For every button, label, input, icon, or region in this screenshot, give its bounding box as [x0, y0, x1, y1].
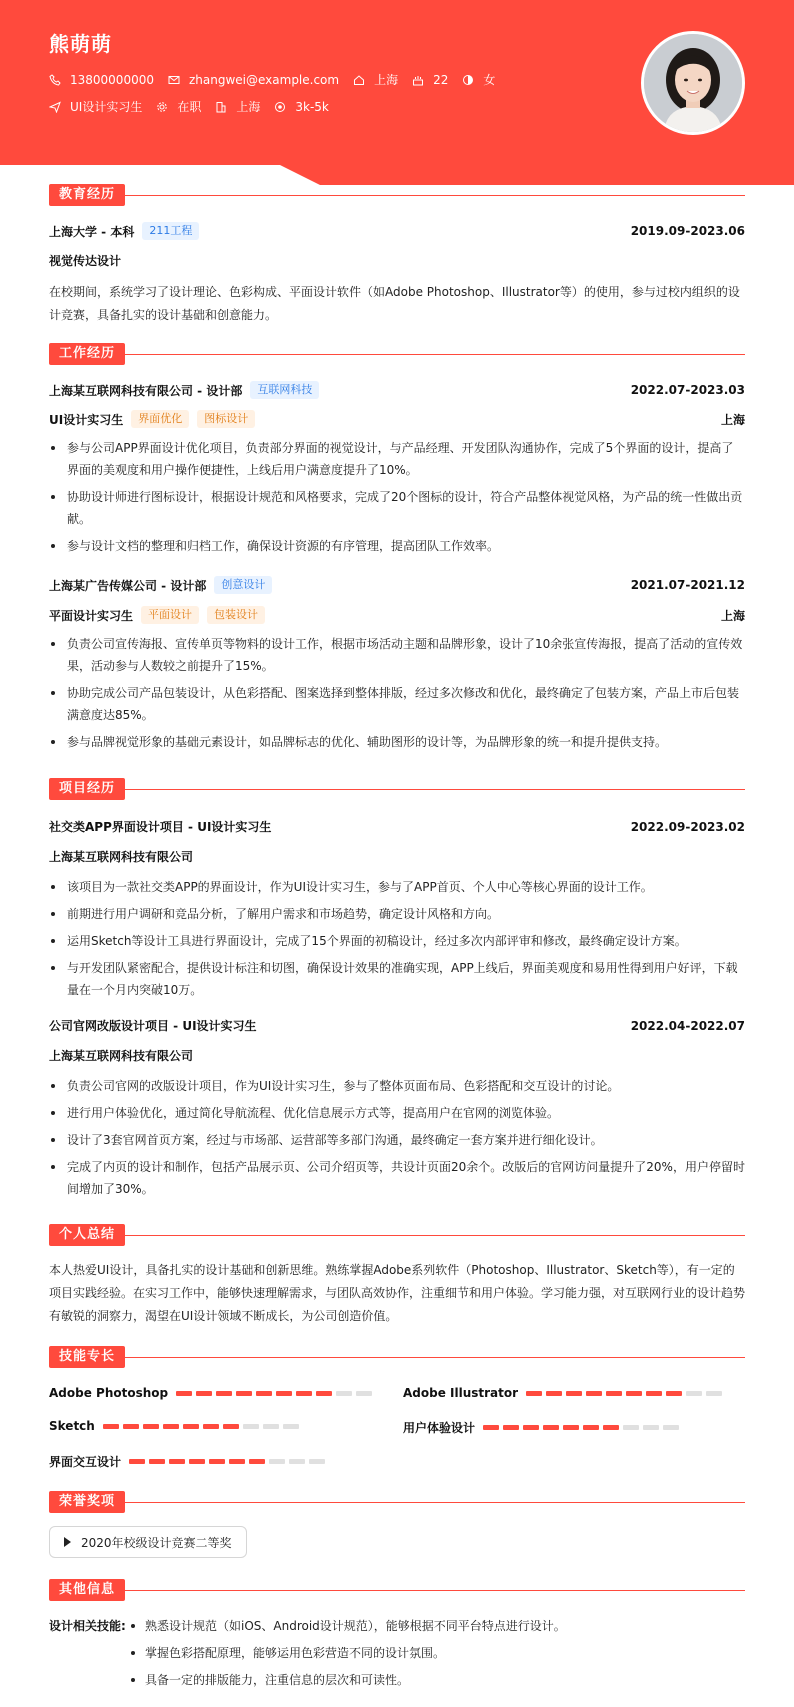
skills-section-title	[49, 1346, 745, 1368]
skill-level-empty	[336, 1391, 352, 1396]
mail-icon	[168, 74, 180, 86]
summary-heading: 个人总结	[49, 1224, 125, 1246]
skill-level-filled	[229, 1459, 245, 1464]
list-item: 参与设计文档的整理和归档工作，确保设计资源的有序管理，提高团队工作效率。	[49, 535, 745, 557]
major-name: 视觉传达设计	[49, 254, 122, 268]
skill-level-filled	[196, 1391, 212, 1396]
list-item: 掌握色彩搭配原理，能够运用色彩营造不同的设计氛围。	[127, 1644, 727, 1662]
skill-level-filled	[256, 1391, 272, 1396]
skill-item	[403, 1419, 683, 1436]
skill-item	[49, 1419, 303, 1433]
other-heading: 其他信息	[49, 1579, 125, 1601]
honors-section-title	[49, 1491, 745, 1513]
school-name: 上海大学 - 本科	[49, 224, 135, 239]
skill-item	[403, 1386, 726, 1400]
job-1-role-tag: 界面优化	[131, 410, 189, 428]
skill-level-bar	[176, 1391, 376, 1396]
skill-name: Adobe Photoshop	[49, 1386, 169, 1400]
skill-level-empty	[663, 1425, 679, 1430]
projects-heading: 项目经历	[49, 778, 125, 800]
candidate-name: 熊萌萌	[49, 32, 112, 56]
skill-level-empty	[356, 1391, 372, 1396]
age-info	[412, 73, 448, 87]
skill-level-filled	[276, 1391, 292, 1396]
list-item: 该项目为一款社交类APP的界面设计，作为UI设计实习生，参与了APP首页、个人中心等核心界面的设计工作。	[49, 876, 745, 898]
project-1-header	[49, 818, 745, 835]
education-header-row	[49, 222, 745, 240]
skill-level-empty	[706, 1391, 722, 1396]
summary-text: 本人热爱UI设计，具备扎实的设计基础和创新思维。熟练掌握Adobe系列软件（Photoshop、Illustrator、Sketch等），有一定的项目实践经验。在实习工作中，能够快速理解需求，与团队高效协作，注重细节和用户体验。学习能力强，对互联网行业的设计趋势有敏锐的洞察力，渴望在UI设计领域不断成长，为公司创造价值。	[49, 1263, 746, 1323]
phone-icon	[49, 74, 61, 86]
list-item: 运用Sketch等设计工具进行界面设计，完成了15个界面的初稿设计，经过多次内部评审和修改，最终确定设计方案。	[49, 930, 745, 952]
skill-level-filled	[176, 1391, 192, 1396]
skill-level-filled	[216, 1391, 232, 1396]
skill-level-filled	[316, 1391, 332, 1396]
skill-level-filled	[503, 1425, 519, 1430]
skill-level-empty	[309, 1459, 325, 1464]
section-divider	[125, 1357, 745, 1358]
job-1-role-tag: 图标设计	[197, 410, 255, 428]
skill-level-empty	[263, 1424, 279, 1429]
school-tag: 211工程	[142, 222, 199, 240]
skill-level-empty	[283, 1424, 299, 1429]
job-1-header	[49, 381, 745, 399]
project-1-name: 社交类APP界面设计项目 - UI设计实习生	[49, 820, 272, 834]
project-1-period: 2022.09-2023.02	[630, 819, 745, 834]
list-item: 参与品牌视觉形象的基础元素设计，如品牌标志的优化、辅助图形的设计等，为品牌形象的统一和提升提供支持。	[49, 731, 745, 753]
skill-level-bar	[483, 1425, 683, 1430]
skill-level-filled	[566, 1391, 582, 1396]
contact-row	[49, 71, 509, 88]
project-1-company-row	[49, 848, 745, 865]
status-info	[156, 98, 201, 115]
list-item: 负责公司宣传海报、宣传单页等物料的设计工作，根据市场活动主题和品牌形象，设计了10余张宣传海报，提高了活动的宣传效果，活动参与人数较之前提升了15%。	[49, 633, 745, 677]
job-1-period: 2022.07-2023.03	[630, 383, 745, 397]
skill-level-filled	[203, 1424, 219, 1429]
cake-icon	[412, 74, 424, 86]
section-divider	[125, 1235, 745, 1236]
triangle-icon	[64, 1537, 71, 1547]
major-row	[49, 252, 745, 269]
project-2-period: 2022.04-2022.07	[630, 1018, 745, 1033]
job-2-header	[49, 576, 745, 594]
list-item: 负责公司官网的改版设计项目，作为UI设计实习生，参与了整体页面布局、色彩搭配和交互设计的讨论。	[49, 1075, 745, 1097]
skill-level-empty	[243, 1424, 259, 1429]
skill-level-empty	[643, 1425, 659, 1430]
city-info	[215, 98, 260, 115]
position-text: UI设计实习生	[70, 100, 143, 114]
portrait-image	[644, 34, 742, 132]
job-1-company: 上海某互联网科技有限公司 - 设计部	[49, 383, 243, 398]
hometown-info	[353, 71, 398, 88]
gender-text: 女	[483, 73, 496, 87]
skill-level-filled	[523, 1425, 539, 1430]
skill-level-filled	[606, 1391, 622, 1396]
award-text: 2020年校级设计竞赛二等奖	[81, 1535, 232, 1550]
skill-level-filled	[209, 1459, 225, 1464]
skill-level-filled	[183, 1424, 199, 1429]
skill-name: 界面交互设计	[49, 1455, 122, 1469]
education-description: 在校期间，系统学习了设计理论、色彩构成、平面设计软件（如Adobe Photoshop、Illustrator等）的使用，参与过校内组织的设计竞赛，具备扎实的设计基础和创意能力。	[49, 285, 740, 322]
email-info	[168, 73, 339, 87]
gender-icon	[462, 74, 474, 86]
send-icon	[49, 101, 61, 113]
phone-info	[49, 73, 154, 87]
skill-level-filled	[546, 1391, 562, 1396]
job-1-company-tag: 互联网科技	[250, 381, 319, 399]
skill-item	[49, 1453, 329, 1470]
skill-level-filled	[526, 1391, 542, 1396]
email-text: zhangwei@example.com	[188, 72, 340, 87]
skill-level-filled	[296, 1391, 312, 1396]
skill-level-filled	[149, 1459, 165, 1464]
project-2-company-row	[49, 1047, 745, 1064]
section-divider	[125, 789, 745, 790]
skill-level-empty	[269, 1459, 285, 1464]
skills-heading: 技能专长	[49, 1346, 125, 1368]
skill-level-filled	[103, 1424, 119, 1429]
list-item: 进行用户体验优化，通过简化导航流程、优化信息展示方式等，提高用户在官网的浏览体验。	[49, 1102, 745, 1124]
skill-level-filled	[666, 1391, 682, 1396]
work-heading: 工作经历	[49, 343, 125, 365]
projects-section-title	[49, 778, 745, 800]
skill-level-filled	[129, 1459, 145, 1464]
project-1-bullets	[49, 876, 745, 1006]
skill-level-filled	[223, 1424, 239, 1429]
job-2-bullets	[49, 633, 745, 758]
age-text: 22	[433, 72, 449, 87]
other-list	[127, 1617, 727, 1698]
job-2-role-tag: 包装设计	[207, 606, 265, 624]
list-item: 熟悉设计规范（如iOS、Android设计规范），能够根据不同平台特点进行设计。	[127, 1617, 727, 1635]
skill-level-filled	[483, 1425, 499, 1430]
education-period: 2019.09-2023.06	[630, 224, 745, 238]
skill-level-filled	[236, 1391, 252, 1396]
skill-level-filled	[626, 1391, 642, 1396]
skill-level-empty	[686, 1391, 702, 1396]
job-2-role-row	[49, 606, 745, 624]
hometown-text: 上海	[374, 73, 399, 87]
job-2-location: 上海	[720, 608, 745, 623]
skill-name: 用户体验设计	[403, 1421, 476, 1435]
skill-level-empty	[289, 1459, 305, 1464]
summary-section-title	[49, 1224, 745, 1246]
list-item: 具备一定的排版能力，注重信息的层次和可读性。	[127, 1671, 727, 1689]
project-2-name: 公司官网改版设计项目 - UI设计实习生	[49, 1019, 257, 1033]
list-item: 参与公司APP界面设计优化项目，负责部分界面的视觉设计，与产品经理、开发团队沟通协作，完成了5个界面的设计，提高了界面的美观度和用户操作便捷性，上线后用户满意度提升了10%。	[49, 437, 745, 481]
work-section-title	[49, 343, 745, 365]
section-divider	[125, 195, 745, 196]
list-item: 协助完成公司产品包装设计，从色彩搭配、图案选择到整体排版，经过多次修改和优化，最终确定了包装方案，产品上市后包装满意度达85%。	[49, 682, 745, 726]
skill-level-filled	[143, 1424, 159, 1429]
job-1-role-row	[49, 410, 745, 428]
job-2-company-tag: 创意设计	[214, 576, 272, 594]
project-2-bullets	[49, 1075, 745, 1205]
honors-heading: 荣誉奖项	[49, 1491, 125, 1513]
avatar-photo	[641, 31, 745, 135]
skill-level-filled	[586, 1391, 602, 1396]
section-divider	[125, 1502, 745, 1503]
education-heading: 教育经历	[49, 184, 125, 206]
skill-level-filled	[163, 1424, 179, 1429]
skill-item	[49, 1386, 376, 1400]
skill-level-bar	[103, 1424, 303, 1429]
education-section-title	[49, 184, 745, 206]
job-2-company: 上海某广告传媒公司 - 设计部	[49, 578, 207, 593]
job-1-role: UI设计实习生	[49, 412, 124, 427]
resume-header	[0, 0, 794, 185]
skill-level-bar	[129, 1459, 329, 1464]
skill-level-filled	[169, 1459, 185, 1464]
skill-name: Sketch	[49, 1419, 95, 1433]
list-item: 协助设计师进行图标设计，根据设计规范和风格要求，完成了20个图标的设计，符合产品整体视觉风格，为产品的统一性做出贡献。	[49, 486, 745, 530]
list-item: 完成了内页的设计和制作，包括产品展示页、公司介绍页等，共设计页面20余个。改版后的官网访问量提升了20%，用户停留时间增加了30%。	[49, 1156, 745, 1200]
job-2-period: 2021.07-2021.12	[630, 578, 745, 592]
skill-level-filled	[563, 1425, 579, 1430]
status-text: 在职	[177, 100, 202, 114]
section-divider	[125, 354, 745, 355]
skill-level-filled	[646, 1391, 662, 1396]
project-2-header	[49, 1017, 745, 1034]
skill-level-filled	[543, 1425, 559, 1430]
salary-text: 3k-5k	[295, 99, 329, 114]
gender-info	[462, 71, 495, 88]
skill-level-filled	[123, 1424, 139, 1429]
job-2-role: 平面设计实习生	[49, 608, 134, 623]
job-intent-row	[49, 98, 343, 115]
job-1-bullets	[49, 437, 745, 562]
list-item: 设计了3套官网首页方案，经过与市场部、运营部等多部门沟通，最终确定一套方案并进行细化设计。	[49, 1129, 745, 1151]
position-info	[49, 98, 142, 115]
skill-level-filled	[583, 1425, 599, 1430]
skill-level-filled	[603, 1425, 619, 1430]
skill-level-empty	[623, 1425, 639, 1430]
skill-name: Adobe Illustrator	[403, 1386, 519, 1400]
building-icon	[215, 101, 227, 113]
project-2-company: 上海某互联网科技有限公司	[49, 1049, 194, 1063]
phone-text: 13800000000	[70, 72, 154, 87]
skill-level-bar	[526, 1391, 726, 1396]
project-1-company: 上海某互联网科技有限公司	[49, 850, 194, 864]
home-icon	[353, 74, 365, 86]
city-text: 上海	[236, 100, 261, 114]
job-1-location: 上海	[720, 412, 745, 427]
award-item	[49, 1526, 247, 1558]
salary-info	[274, 100, 329, 114]
skill-level-filled	[189, 1459, 205, 1464]
skill-level-filled	[249, 1459, 265, 1464]
list-item: 前期进行用户调研和竞品分析，了解用户需求和市场趋势，确定设计风格和方向。	[49, 903, 745, 925]
list-item: 与开发团队紧密配合，提供设计标注和切图，确保设计效果的准确实现，APP上线后，界面美观度和易用性得到用户好评，下载量在一个月内突破10万。	[49, 957, 745, 1001]
section-divider	[125, 1590, 745, 1591]
coin-icon	[274, 101, 286, 113]
gear-icon	[156, 101, 168, 113]
job-2-role-tag: 平面设计	[141, 606, 199, 624]
other-label: 设计相关技能:	[49, 1619, 126, 1633]
other-section-title	[49, 1579, 745, 1601]
